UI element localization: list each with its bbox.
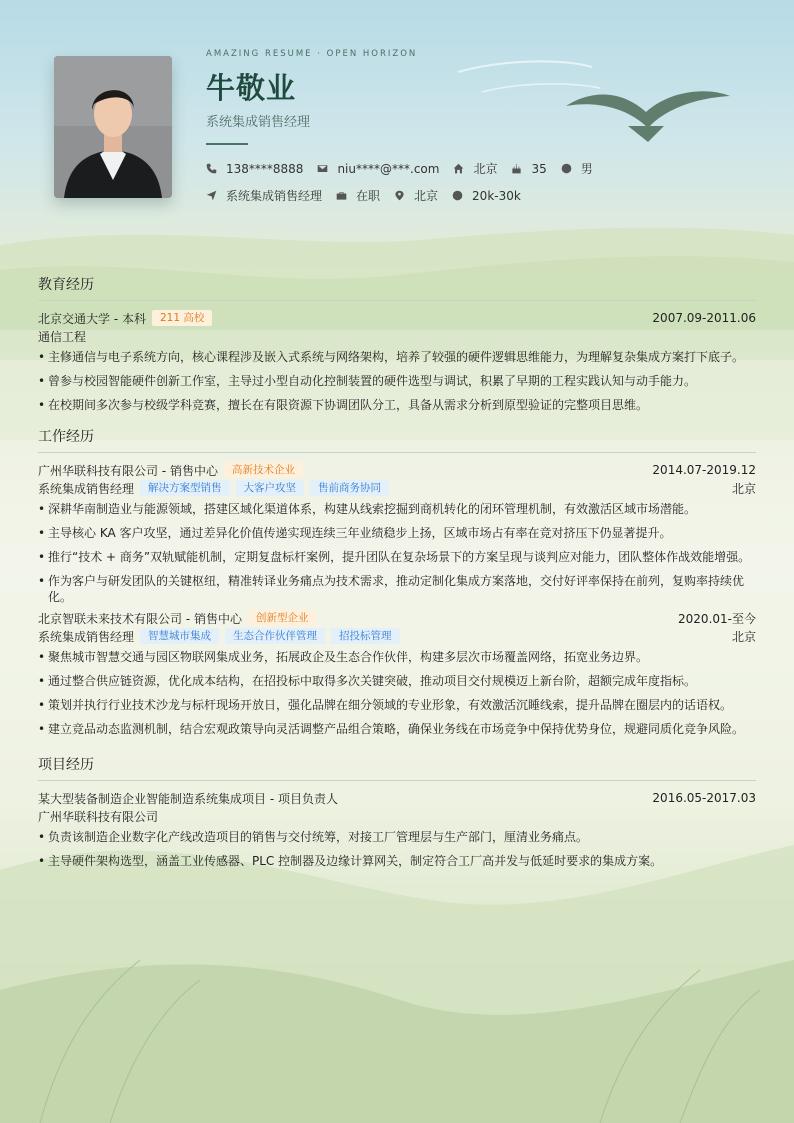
- list-item: • 主导硬件架构选型，涵盖工业传感器、PLC 控制器及边缘计算网关，制定符合工厂高并发与低延时要求的集成方案。: [38, 853, 756, 869]
- gender-text: 男: [580, 162, 593, 176]
- section-title: 工作经历: [38, 426, 756, 453]
- job-city: 北京: [731, 481, 756, 496]
- education-left: [38, 310, 212, 327]
- job-date: 2020.01-至今: [678, 611, 756, 626]
- phone-icon: [206, 163, 217, 174]
- email-text: niu****@***.com: [337, 161, 440, 176]
- company-name: 广州华联科技有限公司 - 销售中心: [38, 463, 218, 478]
- target-text: 系统集成销售经理: [226, 189, 323, 203]
- education-section: [38, 274, 756, 421]
- salary-icon: [452, 190, 463, 201]
- cake-icon: [511, 163, 522, 174]
- age-text: 35: [531, 161, 547, 176]
- divider: [206, 143, 248, 145]
- project-bullets: [38, 829, 756, 869]
- home-icon: [453, 163, 464, 174]
- list-item: • 主导核心 KA 客户攻坚，通过差异化价值传递实现连续三年业绩稳步上扬，区域市场占有率在竞对挤压下仍显著提升。: [38, 525, 756, 541]
- phone-item: [206, 162, 303, 176]
- project-date: 2016.05-2017.03: [652, 791, 756, 805]
- status-item: [336, 187, 380, 204]
- skill-tag: 大客户攻坚: [236, 480, 305, 496]
- role-name: 系统集成销售经理: [38, 629, 135, 644]
- project-header: [38, 789, 756, 807]
- skill-tag: 售前商务协同: [310, 480, 389, 496]
- list-item: • 通过整合供应链资源，优化成本结构，在招投标中取得多次关键突破，推动项目交付规模迈上新台阶，超额完成年度指标。: [38, 673, 756, 689]
- job-role-row: [38, 627, 756, 645]
- project-org: 广州华联科技有限公司: [38, 809, 159, 824]
- send-icon: [206, 190, 217, 201]
- project-section: [38, 754, 756, 877]
- job-header: [38, 461, 756, 479]
- skill-tag: 招投标管理: [331, 628, 400, 644]
- gender-icon: [561, 163, 572, 174]
- company-tag: 高新技术企业: [224, 462, 303, 478]
- list-item: • 聚焦城市智慧交通与园区物联网集成业务，拓展政企及生态合作伙伴，构建多层次市场覆盖网络，拓宽业务边界。: [38, 649, 756, 665]
- job-company-wrap: [38, 462, 303, 479]
- tagline: AMAZING RESUME · OPEN HORIZON: [206, 49, 418, 59]
- school-tag: 211 高校: [152, 310, 212, 326]
- education-date: 2007.09-2011.06: [652, 311, 756, 325]
- job-title: 系统集成销售经理: [206, 115, 311, 130]
- role-name: 系统集成销售经理: [38, 481, 135, 496]
- major: [38, 327, 756, 345]
- school-name: 北京交通大学 - 本科: [38, 311, 146, 326]
- list-item: • 策划并执行行业技术沙龙与标杆现场开放日，强化品牌在细分领域的专业形象，有效激活沉睡线索，提升品牌在圈层内的话语权。: [38, 697, 756, 713]
- company-tag: 创新型企业: [248, 610, 317, 626]
- job-date: 2014.07-2019.12: [652, 463, 756, 477]
- phone-text: 138****8888: [226, 161, 304, 176]
- major-text: 通信工程: [38, 329, 87, 344]
- target-item: [206, 187, 322, 204]
- job-bullets: [38, 649, 756, 737]
- list-item: • 在校期间多次参与校级学科竞赛，擅长在有限资源下协调团队分工，具备从需求分析到原型验证的完整项目思维。: [38, 397, 756, 413]
- candidate-name: 牛敬业: [206, 71, 297, 105]
- job-info-row: [206, 187, 535, 204]
- job-company-wrap: [38, 610, 316, 627]
- job-role-wrap: [38, 480, 389, 497]
- project-name: 某大型装备制造企业智能制造系统集成项目 - 项目负责人: [38, 791, 338, 806]
- email-item: [317, 162, 439, 176]
- list-item: • 作为客户与研发团队的关键枢纽，精准转译业务痛点为技术需求，推动定制化集成方案落地，交付好评率保持在前列，复购率持续优化。: [38, 573, 756, 605]
- list-item: • 曾参与校园智能硬件创新工作室，主导过小型自动化控制装置的硬件选型与调试，积累了早期的工程实践认知与动手能力。: [38, 373, 756, 389]
- job-role-row: [38, 479, 756, 497]
- job-role-wrap: [38, 628, 400, 645]
- skill-tag: 智慧城市集成: [140, 628, 219, 644]
- skill-tag: 解决方案型销售: [140, 480, 230, 496]
- salary-item: [452, 189, 521, 203]
- city-text: 北京: [414, 189, 439, 203]
- education-header: [38, 309, 756, 327]
- avatar: [54, 56, 172, 198]
- salary-text: 20k-30k: [472, 188, 521, 203]
- briefcase-icon: [336, 190, 347, 201]
- home-text: 北京: [473, 162, 498, 176]
- company-name: 北京智联未来技术有限公司 - 销售中心: [38, 611, 242, 626]
- section-title: 教育经历: [38, 274, 756, 301]
- city-item: [394, 187, 438, 204]
- status-text: 在职: [356, 189, 381, 203]
- education-bullets: [38, 349, 756, 413]
- job-city: 北京: [731, 629, 756, 644]
- location-icon: [394, 190, 405, 201]
- list-item: • 建立竞品动态监测机制，结合宏观政策导向灵活调整产品组合策略，确保业务线在市场竞争中保持优势身位，规避同质化竞争风险。: [38, 721, 756, 737]
- work-section: [38, 426, 756, 745]
- gender-item: [561, 160, 593, 177]
- home-item: [453, 160, 497, 177]
- project-org-row: [38, 807, 756, 825]
- list-item: • 推行“技术 + 商务”双轨赋能机制，定期复盘标杆案例，提升团队在复杂场景下的方案呈现与谈判应对能力，团队整体作战效能增强。: [38, 549, 756, 565]
- contact-row: [206, 160, 607, 177]
- section-title: 项目经历: [38, 754, 756, 781]
- list-item: • 负责该制造企业数字化产线改造项目的销售与交付统筹，对接工厂管理层与生产部门，厘清业务痛点。: [38, 829, 756, 845]
- list-item: • 深耕华南制造业与能源领域，搭建区域化渠道体系，构建从线索挖掘到商机转化的闭环管理机制，有效激活区域市场潜能。: [38, 501, 756, 517]
- age-item: [511, 162, 546, 176]
- list-item: • 主修通信与电子系统方向，核心课程涉及嵌入式系统与网络架构，培养了较强的硬件逻辑思维能力，为理解复杂集成方案打下底子。: [38, 349, 756, 365]
- job-bullets: [38, 501, 756, 605]
- mail-icon: [317, 163, 328, 174]
- skill-tag: 生态合作伙伴管理: [225, 628, 325, 644]
- job-header: [38, 609, 756, 627]
